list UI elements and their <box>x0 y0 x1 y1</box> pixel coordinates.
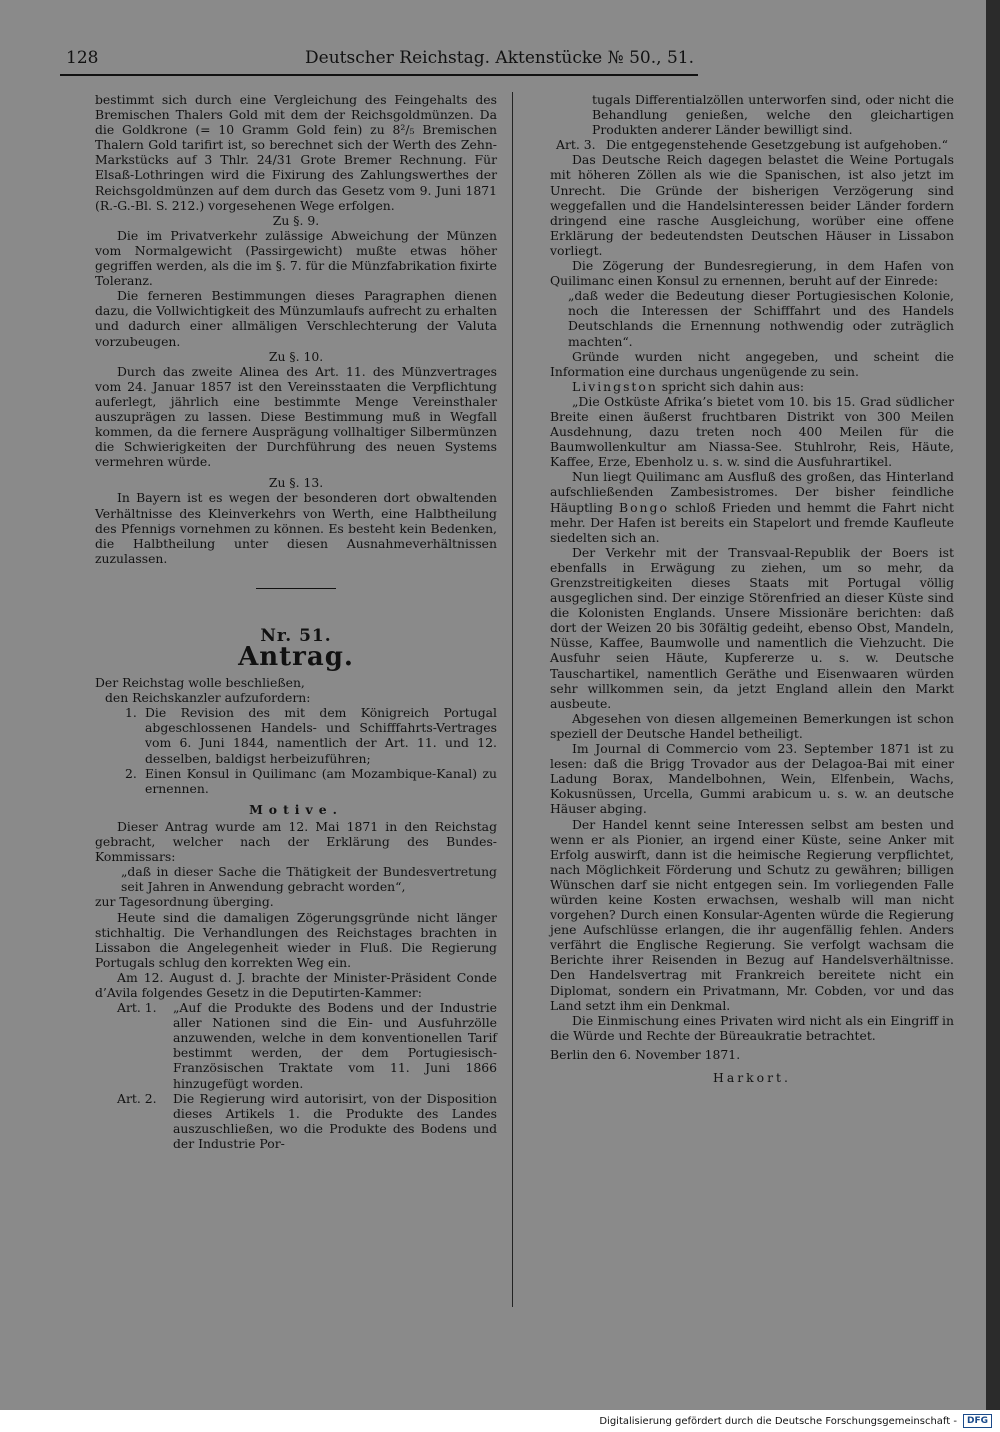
right-column <box>550 92 954 1097</box>
article-continuation: tugals Differentialzöllen unterworfen sind, oder nicht die Behandlung genießen, welche den gleichartigen Produkten anderer Länder bewilligt sind. <box>592 92 954 138</box>
resolution-intro: den Reichskanzler aufzufordern: <box>105 690 311 706</box>
footer-text: Digitalisierung gefördert durch die Deutsche Forschungsgemeinschaft - <box>599 1415 957 1427</box>
signature: Harkort. <box>713 1070 791 1085</box>
paragraph: Im Journal di Commercio vom 23. September 1871 ist zu lesen: daß die Brigg Trovador aus der Delagoa-Bai mit einer Ladung Borax, Mandelbohnen, Wein, Elfenbein, Wachs, Kokusnüssen, Urcella, Gummi arabicum u. s. w. an deutsche Häuser abging. <box>550 741 954 817</box>
section-heading: Zu §. 9. <box>272 212 320 228</box>
law-article <box>95 1091 497 1151</box>
paragraph: „Die Ostküste Afrika’s bietet vom 10. bis 15. Grad südlicher Breite einen äußerst fruchtbaren Distrikt von 300 Meilen Ausdehnung, dazu treten noch 400 Meilen für die Baumwollenkultur am Niassa-See. Stuhlrohr, Reis, Häute, Kaffee, Erze, Ebenholz u. s. w. sind die Ausfuhrartikel. <box>550 393 954 470</box>
list-item <box>125 766 497 796</box>
list-item <box>125 705 497 765</box>
page-header <box>66 46 694 72</box>
paragraph: Durch das zweite Alinea des Art. 11. des Münzvertrages vom 24. Januar 1857 ist den Vereinsstaaten die Verpflichtung auferlegt, jährlich eine bestimmte Menge Vereinsthaler auszuprägen zu lassen. Diese Bestimmung muß in Wegfall kommen, da die fernere Ausprägung vollhaltiger Silbermünzen die Schwierigkeiten der Durchführung des neuen Systems vermehren würde. <box>95 363 497 470</box>
dfg-logo: DFG <box>963 1414 992 1428</box>
article-label: Art. 2. <box>117 1090 157 1106</box>
resolution-intro: Der Reichstag wolle beschließen, <box>95 675 305 691</box>
article-text: „Auf die Produkte des Bodens und der Industrie aller Nationen sind die Ein- und Ausfuhrzölle anzuwenden, welche in dem konventionellen Tarif bestimmt werden, der dem Portugiesisch-Französischen Traktate vom 11. Juni 1866 hinzugefügt worden. <box>173 1000 497 1091</box>
paragraph <box>550 379 954 394</box>
person-name: Bongo <box>618 499 669 515</box>
digitization-footer <box>599 1414 992 1428</box>
paragraph: zur Tagesordnung überging. <box>95 894 274 910</box>
paragraph: Dieser Antrag wurde am 12. Mai 1871 in den Reichstag gebracht, welcher nach der Erklärung des Bundes-Kommissars: <box>95 818 497 865</box>
paragraph: Gründe wurden nicht angegeben, und scheint die Information eine durchaus ungenügende zu sein. <box>550 348 954 379</box>
law-article <box>550 137 954 152</box>
document-number: Nr. 51. <box>260 625 332 646</box>
paragraph <box>550 469 954 544</box>
paragraph: Die im Privatverkehr zulässige Abweichung der Münzen vom Normalgewicht (Passirgewicht) mußte etwas höher gegriffen werden, als die im §. 7. für die Münzfabrikation fixirte Toleranz. <box>95 227 497 289</box>
page-number: 128 <box>66 48 99 68</box>
request-list <box>95 705 497 796</box>
block-quote: „daß weder die Bedeutung dieser Portugiesischen Kolonie, noch die Interessen der Schifffahrt und des Handels Deutschlands die Ernennung nothwendig oder zuträglich machten“. <box>568 288 954 349</box>
column-divider <box>512 92 513 1307</box>
paragraph: Abgesehen von diesen allgemeinen Bemerkungen ist schon speziell der Deutsche Handel betheiligt. <box>550 710 954 741</box>
date-line: Berlin den 6. November 1871. <box>550 1046 741 1062</box>
document-title: Antrag. <box>238 642 354 672</box>
list-number: 1. <box>125 705 137 721</box>
header-rule <box>60 74 698 76</box>
paragraph: In Bayern ist es wegen der besonderen dort obwaltenden Verhältnisse des Kleinverkehrs von Werth, eine Halbtheilung des Pfennigs vornehmen zu können. Es besteht kein Bedenken, die Halbtheilung unter diesen Ausnahmeverhältnissen zuzulassen. <box>95 490 497 566</box>
paragraph: Das Deutsche Reich dagegen belastet die Weine Portugals mit höheren Zöllen als wie die Spanischen, ist also jetzt im Unrecht. Die Gründe der bisherigen Verzögerung sind weggefallen und die Handelsinteressen beider Länder fordern dringend eine rasche Ausgleichung, worüber eine offene Erklärung der bedeutendsten Deutschen Häuser in Lissabon vorliegt. <box>550 152 954 258</box>
paragraph: Die Zögerung der Bundesregierung, in dem Hafen von Quilimanc einen Konsul zu ernennen, beruht auf der Einrede: <box>550 258 954 289</box>
paragraph: Die ferneren Bestimmungen dieses Paragraphen dienen dazu, die Vollwichtigkeit des Münzumlaufs aufrecht zu erhalten und dadurch einer allmäligen Verschlechterung der Valuta vorzubeugen. <box>95 288 497 349</box>
article-label: Art. 1. <box>117 1000 157 1016</box>
paragraph: Der Handel kennt seine Interessen selbst am besten und wenn er als Pionier, an irgend einer Küste, seine Anker mit Erfolg auswirft, dann ist die heimische Regierung verpflichtet, nach Möglichkeit Förderung und Schutz zu gewähren; billigen Wünschen darf sie nicht entgegen sein. Im vorliegenden Falle würden keine Kosten erwachsen, weshalb will man nicht vorgehen? Durch einen Konsular-Agenten würde die Regierung jene Aufschlüsse erlangen, die ihr augenfällig fehlen. Anders verfährt die Englische Regierung. Sie verfolgt wachsam die Berichte ihrer Reisenden in Bezug auf Handelsverhältnisse. Den Handelsvertrag mit Frankreich bereitete nicht ein Diplomat, sondern ein Privatmann, Mr. Cobden, vor und das Land setzt ihm ein Denkmal. <box>550 816 954 1013</box>
block-quote: „daß in dieser Sache die Thätigkeit der Bundesvertretung seit Jahren in Anwendung gebracht worden“, <box>121 864 497 895</box>
paragraph-text: spricht sich dahin aus: <box>657 378 805 394</box>
running-title: Deutscher Reichstag. Aktenstücke № 50., 51. <box>305 48 694 68</box>
section-heading: Zu §. 13. <box>268 475 324 491</box>
paragraph-text: Nun liegt Quilimanc am Ausfluß des großen, das Hinterland aufschließenden Zambesistromes. Der bisher feindliche Häuptling <box>550 469 954 515</box>
paragraph: bestimmt sich durch eine Vergleichung des Feingehalts des Bremischen Thalers Gold mit dem der Reichsgoldmünzen. Da die Goldkrone (= 10 Gramm Gold fein) zu 8²/₅ Bremischen Thalern Gold tarifirt ist, so berechnet sich der Werth des Zehn-Markstücks auf 3 Thlr. 24/31 Grote Bremer Rechnung. Für Elsaß-Lothringen wird die Fixirung des Zahlungswerthes der Reichsgoldmünzen auf dem durch das Gesetz vom 9. Juni 1871 (R.-G.-Bl. S. 212.) vorgesehenen Wege erfolgen. <box>95 92 497 213</box>
list-text: Einen Konsul in Quilimanc (am Mozambique-Kanal) zu ernennen. <box>145 765 497 796</box>
separator-rule <box>256 588 336 589</box>
left-column <box>95 92 497 1151</box>
motive-heading: Motive. <box>249 801 343 817</box>
paragraph: Heute sind die damaligen Zögerungsgründe nicht länger stichhaltig. Die Verhandlungen des Reichstages brachten in Lissabon die Angelegenheit wieder in Fluß. Die Regierung Portugals schlug den korrekten Weg ein. <box>95 909 497 970</box>
paragraph: Am 12. August d. J. brachte der Minister-Präsident Conde d’Avila folgendes Gesetz in die Deputirten-Kammer: <box>95 969 497 1000</box>
paragraph-text: schloß Frieden und hemmt die Fahrt nicht mehr. Der Hafen ist bereits ein Stapelort und fremde Kaufleute siedelten sich an. <box>550 499 954 545</box>
list-text: Die Revision des mit dem Königreich Portugal abgeschlossenen Handels- und Schifffahrts-Vertrages vom 6. Juni 1844, namentlich der Art. 11. und 12. desselben, baldigst herbeizuführen; <box>145 705 497 766</box>
law-article <box>95 1000 497 1091</box>
section-heading: Zu §. 10. <box>268 348 324 364</box>
article-text: Die Regierung wird autorisirt, von der Disposition dieses Artikels 1. die Produkte des Landes auszuschließen, wo die Produkte des Bodens und der Industrie Por- <box>173 1090 497 1151</box>
article-label: Art. 3. <box>556 137 596 153</box>
person-name: Livingston <box>572 378 658 394</box>
paragraph: Die Einmischung eines Privaten wird nicht als ein Eingriff in die Würde und Rechte der Büreaukratie betrachtet. <box>550 1012 954 1043</box>
list-number: 2. <box>125 765 137 781</box>
article-text: Die entgegenstehende Gesetzgebung ist aufgehoben.“ <box>606 137 949 153</box>
scan-edge <box>986 0 1000 1410</box>
paragraph: Der Verkehr mit der Transvaal-Republik der Boers ist ebenfalls in Erwägung zu ziehen, um so mehr, da Grenzstreitigkeiten dieses Staats mit Portugal völlig ausgeglichen sind. Der einzige Störenfried an dieser Küste sind die Kolonisten Englands. Unsere Missionäre berichten: daß dort der Weizen 20 bis 30fältig gedeiht, ebenso Obst, Mandeln, Nüsse, Kaffee, Baumwolle und namentlich die Viehzucht. Die Ausfuhr seien Häute, Kupfererze u. s. w. Deutsche Tauschartikel, namentlich Geräthe und Eisenwaaren würden sehr willkommen sein, da jetzt England allein den Markt ausbeute. <box>550 544 954 711</box>
